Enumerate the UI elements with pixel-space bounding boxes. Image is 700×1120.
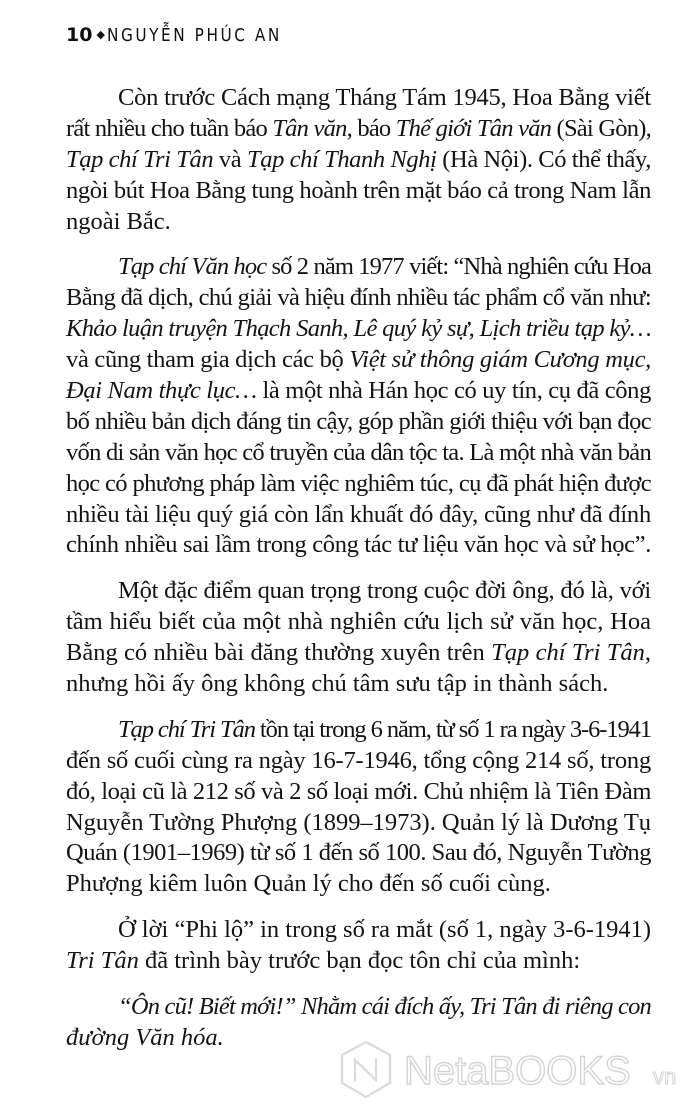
text-segment: bố nhiều bản dịch đáng tin cậy, góp phần giới thiệu với bạn đọc	[66, 407, 651, 435]
author-name: NGUYỄN PHÚC AN	[106, 25, 282, 46]
text-segment: tầm hiểu biết của một nhà nghiên cứu lịch sử văn học, Hoa	[66, 608, 651, 636]
italic-segment: đường Văn hóa.	[66, 1023, 224, 1051]
text-line	[66, 869, 651, 900]
text-segment: học có phương pháp làm việc nghiêm túc, cụ đã phát hiện được	[66, 469, 651, 497]
text-line	[66, 500, 651, 531]
text-line	[66, 946, 651, 977]
text-line	[66, 808, 651, 839]
text-segment: đã trình bày trước bạn đọc tôn chỉ của mình:	[138, 947, 581, 975]
text-line	[66, 607, 651, 638]
paragraph-gap	[66, 900, 651, 915]
text-segment: tồn tại trong 6 năm, từ số 1 ra ngày 3-6-1941	[254, 715, 651, 743]
text-segment: và cũng tham gia dịch các bộ	[66, 346, 350, 374]
text-segment: nhiều tài liệu quý giá còn lẩn khuất đó đây, cũng như đã đính	[66, 500, 651, 528]
paragraph	[66, 83, 651, 237]
page-number: 10	[66, 24, 93, 46]
text-segment: Bằng có nhiều bài đăng thường xuyên trên	[66, 639, 492, 667]
text-line	[66, 669, 651, 700]
text-line	[66, 469, 651, 500]
text-segment: , báo	[346, 114, 396, 142]
text-line	[66, 746, 651, 777]
text-line	[66, 145, 651, 176]
paragraph	[66, 715, 651, 900]
text-segment: ,	[644, 639, 651, 667]
text-segment: đến số cuối cùng ra ngày 16-7-1946, tổng cộng 214 số, trong	[66, 746, 651, 774]
diamond-separator-icon: ◆	[96, 28, 105, 41]
text-segment: ngòi bút Hoa Bằng tung hoành trên mặt báo cả trong Nam lẫn	[66, 176, 651, 204]
italic-segment: Tri Tân	[66, 947, 139, 975]
italic-segment: Tạp chí Thanh Nghị	[246, 145, 437, 173]
text-segment: số 2 năm 1977 viết: “Nhà nghiên cứu Hoa	[266, 253, 651, 281]
text-line	[66, 715, 651, 746]
italic-segment: Tạp chí Tri Tân	[491, 639, 645, 667]
text-segment: Còn trước Cách mạng Tháng Tám 1945, Hoa Bằng viết	[118, 84, 651, 111]
italic-segment: Tạp chí Văn học	[118, 253, 267, 281]
running-header	[66, 24, 313, 46]
text-line	[66, 777, 651, 808]
italic-segment: Thế giới Tân văn	[395, 114, 552, 142]
text-segment: (Hà Nội). Có thể thấy,	[436, 145, 651, 173]
text-segment: Phượng kiêm luôn Quản lý cho đến số cuối cùng.	[66, 870, 551, 898]
text-segment: Một đặc điểm quan trọng trong cuộc đời ông, đó là, với	[118, 577, 651, 605]
italic-segment: Khảo luận truyện Thạch Sanh, Lê quý kỷ sự, Lịch triều tạp kỷ…	[66, 315, 651, 343]
text-line	[66, 207, 651, 238]
italic-segment: “Ôn cũ! Biết mới!” Nhằm cái đích ấy, Tri Tân đi riêng con	[118, 993, 651, 1021]
text-segment: rất nhiều cho tuần báo	[66, 114, 273, 142]
italic-segment: Tân văn	[272, 114, 347, 142]
netabooks-logo-icon	[342, 1042, 390, 1097]
text-segment: ngoài Bắc.	[66, 207, 171, 235]
italic-segment: Việt sử thông giám Cương mục,	[349, 346, 651, 374]
text-line	[66, 992, 651, 1023]
watermark-suffix: vn	[653, 1064, 677, 1089]
text-segment: vốn di sản văn học cổ truyền của dân tộc ta. Là một nhà văn bản	[66, 438, 651, 466]
page-body	[66, 83, 651, 1054]
paragraph	[66, 576, 651, 700]
text-line	[66, 376, 651, 407]
text-line	[66, 345, 651, 376]
text-segment: nhưng hồi ấy ông không chú tâm sưu tập in thành sách.	[66, 670, 609, 698]
text-segment: Bằng đã dịch, chú giải và hiệu đính nhiều tác phẩm cổ văn như:	[66, 284, 651, 312]
text-segment: đó, loại cũ là 212 số và 2 số loại mới. Chủ nhiệm là Tiên Đàm	[66, 777, 651, 805]
paragraph-gap	[66, 237, 651, 252]
text-line	[66, 314, 651, 345]
text-line	[66, 530, 651, 561]
text-line	[66, 283, 651, 314]
paragraph	[66, 252, 651, 561]
text-segment: Nguyễn Tường Phượng (1899–1973). Quản lý là Dương Tụ	[66, 808, 651, 836]
paragraph-gap	[66, 977, 651, 992]
paragraph-gap	[66, 561, 651, 576]
text-segment: (Sài Gòn),	[551, 114, 652, 142]
italic-segment: Tạp chí Tri Tân	[118, 715, 255, 743]
text-line	[66, 407, 651, 438]
text-line	[66, 83, 651, 114]
text-line	[66, 838, 651, 869]
text-line	[66, 176, 651, 207]
italic-segment: Tạp chí Tri Tân	[66, 145, 214, 173]
paragraph-gap	[66, 700, 651, 715]
text-line	[66, 915, 651, 946]
paragraph	[66, 915, 651, 977]
text-line	[66, 438, 651, 469]
text-line	[66, 252, 651, 283]
italic-segment: Đại Nam thực lục…	[66, 377, 257, 405]
text-segment: là một nhà Hán học có uy tín, cụ đã công	[256, 377, 651, 405]
netabooks-watermark	[338, 1040, 693, 1100]
text-segment: và	[213, 145, 247, 173]
text-line	[66, 114, 651, 145]
text-segment: Ở lời “Phi lộ” in trong số ra mắt (số 1, ngày 3-6-1941)	[118, 916, 651, 944]
text-line	[66, 576, 651, 607]
text-segment: chính nhiều sai lầm trong công tác tư liệu văn học và sử học”.	[66, 531, 651, 559]
text-segment: Quán (1901–1969) từ số 1 đến số 100. Sau đó, Nguyễn Tường	[66, 839, 651, 867]
watermark-brand: NetaBOOKS	[404, 1049, 631, 1093]
text-line	[66, 638, 651, 669]
